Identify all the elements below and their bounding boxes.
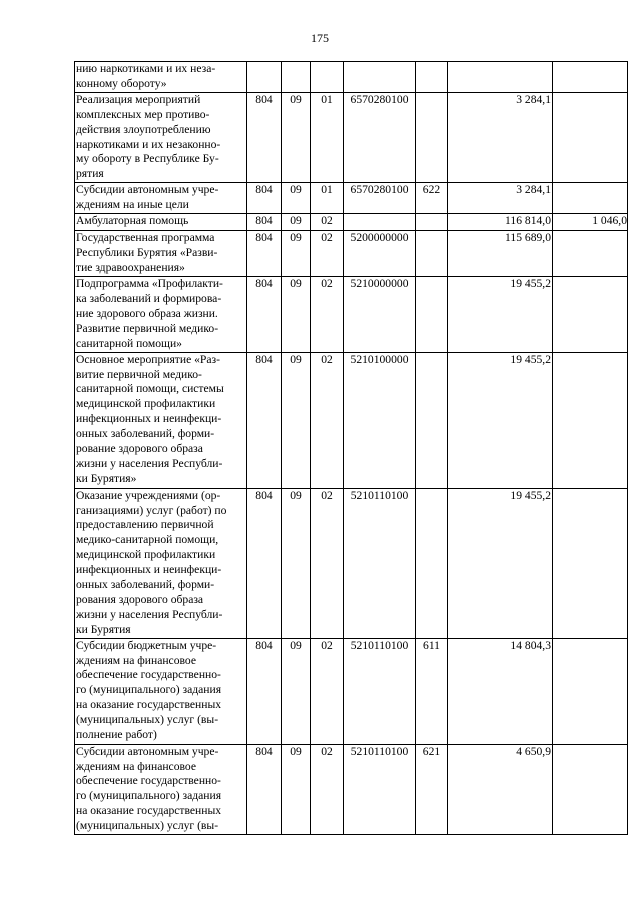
expense-type-cell: 611 xyxy=(416,638,448,744)
section-code-cell: 09 xyxy=(282,352,311,488)
section-code-cell: 09 xyxy=(282,231,311,277)
target-article-cell: 6570280100 xyxy=(344,92,416,182)
subsection-code-cell: 02 xyxy=(311,488,344,638)
table-row xyxy=(75,488,628,638)
table-row xyxy=(75,352,628,488)
expense-type-cell xyxy=(416,62,448,93)
expense-type-cell: 622 xyxy=(416,183,448,214)
expense-type-cell xyxy=(416,214,448,231)
target-article-cell xyxy=(344,214,416,231)
expense-type-cell: 621 xyxy=(416,744,448,834)
target-article-cell: 5210110100 xyxy=(344,488,416,638)
subsection-code-cell: 01 xyxy=(311,92,344,182)
amount-cell: 3 284,1 xyxy=(448,92,553,182)
table-row xyxy=(75,62,628,93)
subsection-code-cell: 02 xyxy=(311,231,344,277)
expense-type-cell xyxy=(416,277,448,353)
ministry-code-cell: 804 xyxy=(247,744,282,834)
ministry-code-cell: 804 xyxy=(247,352,282,488)
subsection-code-cell: 02 xyxy=(311,638,344,744)
extra-amount-cell xyxy=(553,488,628,638)
section-code-cell: 09 xyxy=(282,214,311,231)
section-code-cell: 09 xyxy=(282,744,311,834)
ministry-code-cell: 804 xyxy=(247,92,282,182)
table-row xyxy=(75,638,628,744)
target-article-cell: 5210110100 xyxy=(344,638,416,744)
section-code-cell: 09 xyxy=(282,183,311,214)
table-row xyxy=(75,92,628,182)
target-article-cell xyxy=(344,62,416,93)
table-row xyxy=(75,277,628,353)
ministry-code-cell xyxy=(247,62,282,93)
amount-cell: 116 814,0 xyxy=(448,214,553,231)
item-name-cell: Субсидии бюджетным учре- ждениям на финансовое обеспечение государственно- го (муниципального) задания на оказание государственных (муниципальных) услуг (вы- полнение работ) xyxy=(75,638,247,744)
ministry-code-cell: 804 xyxy=(247,488,282,638)
item-name-cell: Амбулаторная помощь xyxy=(75,214,247,231)
extra-amount-cell xyxy=(553,352,628,488)
section-code-cell: 09 xyxy=(282,638,311,744)
table-row xyxy=(75,214,628,231)
item-name-cell: Основное мероприятие «Раз- витие первичной медико- санитарной помощи, системы медицинской профилактики инфекционных и неинфекци- онных заболеваний, форми- рование здорового образа жизни у населения Республи- ки Бурятия» xyxy=(75,352,247,488)
item-name-cell: Подпрограмма «Профилакти- ка заболеваний и формирова- ние здорового образа жизни. Развитие первичной медико- санитарной помощи» xyxy=(75,277,247,353)
ministry-code-cell: 804 xyxy=(247,214,282,231)
subsection-code-cell: 01 xyxy=(311,183,344,214)
extra-amount-cell xyxy=(553,183,628,214)
expense-type-cell xyxy=(416,231,448,277)
amount-cell: 19 455,2 xyxy=(448,488,553,638)
item-name-cell: Субсидии автономным учре- ждениям на финансовое обеспечение государственно- го (муниципального) задания на оказание государственных (муниципальных) услуг (вы- xyxy=(75,744,247,834)
ministry-code-cell: 804 xyxy=(247,183,282,214)
ministry-code-cell: 804 xyxy=(247,277,282,353)
ministry-code-cell: 804 xyxy=(247,231,282,277)
item-name-cell: Субсидии автономным учре- ждениям на иные цели xyxy=(75,183,247,214)
expense-type-cell xyxy=(416,488,448,638)
amount-cell: 19 455,2 xyxy=(448,277,553,353)
page-number: 175 xyxy=(311,31,329,45)
extra-amount-cell xyxy=(553,277,628,353)
ministry-code-cell: 804 xyxy=(247,638,282,744)
expense-type-cell xyxy=(416,92,448,182)
section-code-cell xyxy=(282,62,311,93)
section-code-cell: 09 xyxy=(282,92,311,182)
target-article-cell: 5210110100 xyxy=(344,744,416,834)
extra-amount-cell xyxy=(553,638,628,744)
section-code-cell: 09 xyxy=(282,488,311,638)
item-name-cell: Реализация мероприятий комплексных мер противо- действия злоупотреблению наркотиками и их незаконно- му обороту в Республике Бу- рятия xyxy=(75,92,247,182)
extra-amount-cell xyxy=(553,62,628,93)
amount-cell: 3 284,1 xyxy=(448,183,553,214)
budget-table xyxy=(74,61,628,835)
subsection-code-cell xyxy=(311,62,344,93)
subsection-code-cell: 02 xyxy=(311,277,344,353)
amount-cell: 19 455,2 xyxy=(448,352,553,488)
extra-amount-cell xyxy=(553,92,628,182)
amount-cell xyxy=(448,62,553,93)
table-row xyxy=(75,744,628,834)
item-name-cell: Оказание учреждениями (ор- ганизациями) услуг (работ) по предоставлению первичной медико-санитарной помощи, медицинской профилактики инфекционных и неинфекци- онных заболеваний, форми- рования здорового образа жизни у населения Республи- ки Бурятия xyxy=(75,488,247,638)
target-article-cell: 5210100000 xyxy=(344,352,416,488)
target-article-cell: 5210000000 xyxy=(344,277,416,353)
amount-cell: 14 804,3 xyxy=(448,638,553,744)
amount-cell: 115 689,0 xyxy=(448,231,553,277)
extra-amount-cell xyxy=(553,744,628,834)
table-row xyxy=(75,183,628,214)
table-row xyxy=(75,231,628,277)
subsection-code-cell: 02 xyxy=(311,744,344,834)
section-code-cell: 09 xyxy=(282,277,311,353)
item-name-cell: нию наркотиками и их неза- конному обороту» xyxy=(75,62,247,93)
target-article-cell: 5200000000 xyxy=(344,231,416,277)
extra-amount-cell xyxy=(553,231,628,277)
budget-table-body xyxy=(75,62,628,835)
extra-amount-cell: 1 046,0 xyxy=(553,214,628,231)
subsection-code-cell: 02 xyxy=(311,214,344,231)
item-name-cell: Государственная программа Республики Бурятия «Разви- тие здравоохранения» xyxy=(75,231,247,277)
expense-type-cell xyxy=(416,352,448,488)
amount-cell: 4 650,9 xyxy=(448,744,553,834)
target-article-cell: 6570280100 xyxy=(344,183,416,214)
subsection-code-cell: 02 xyxy=(311,352,344,488)
